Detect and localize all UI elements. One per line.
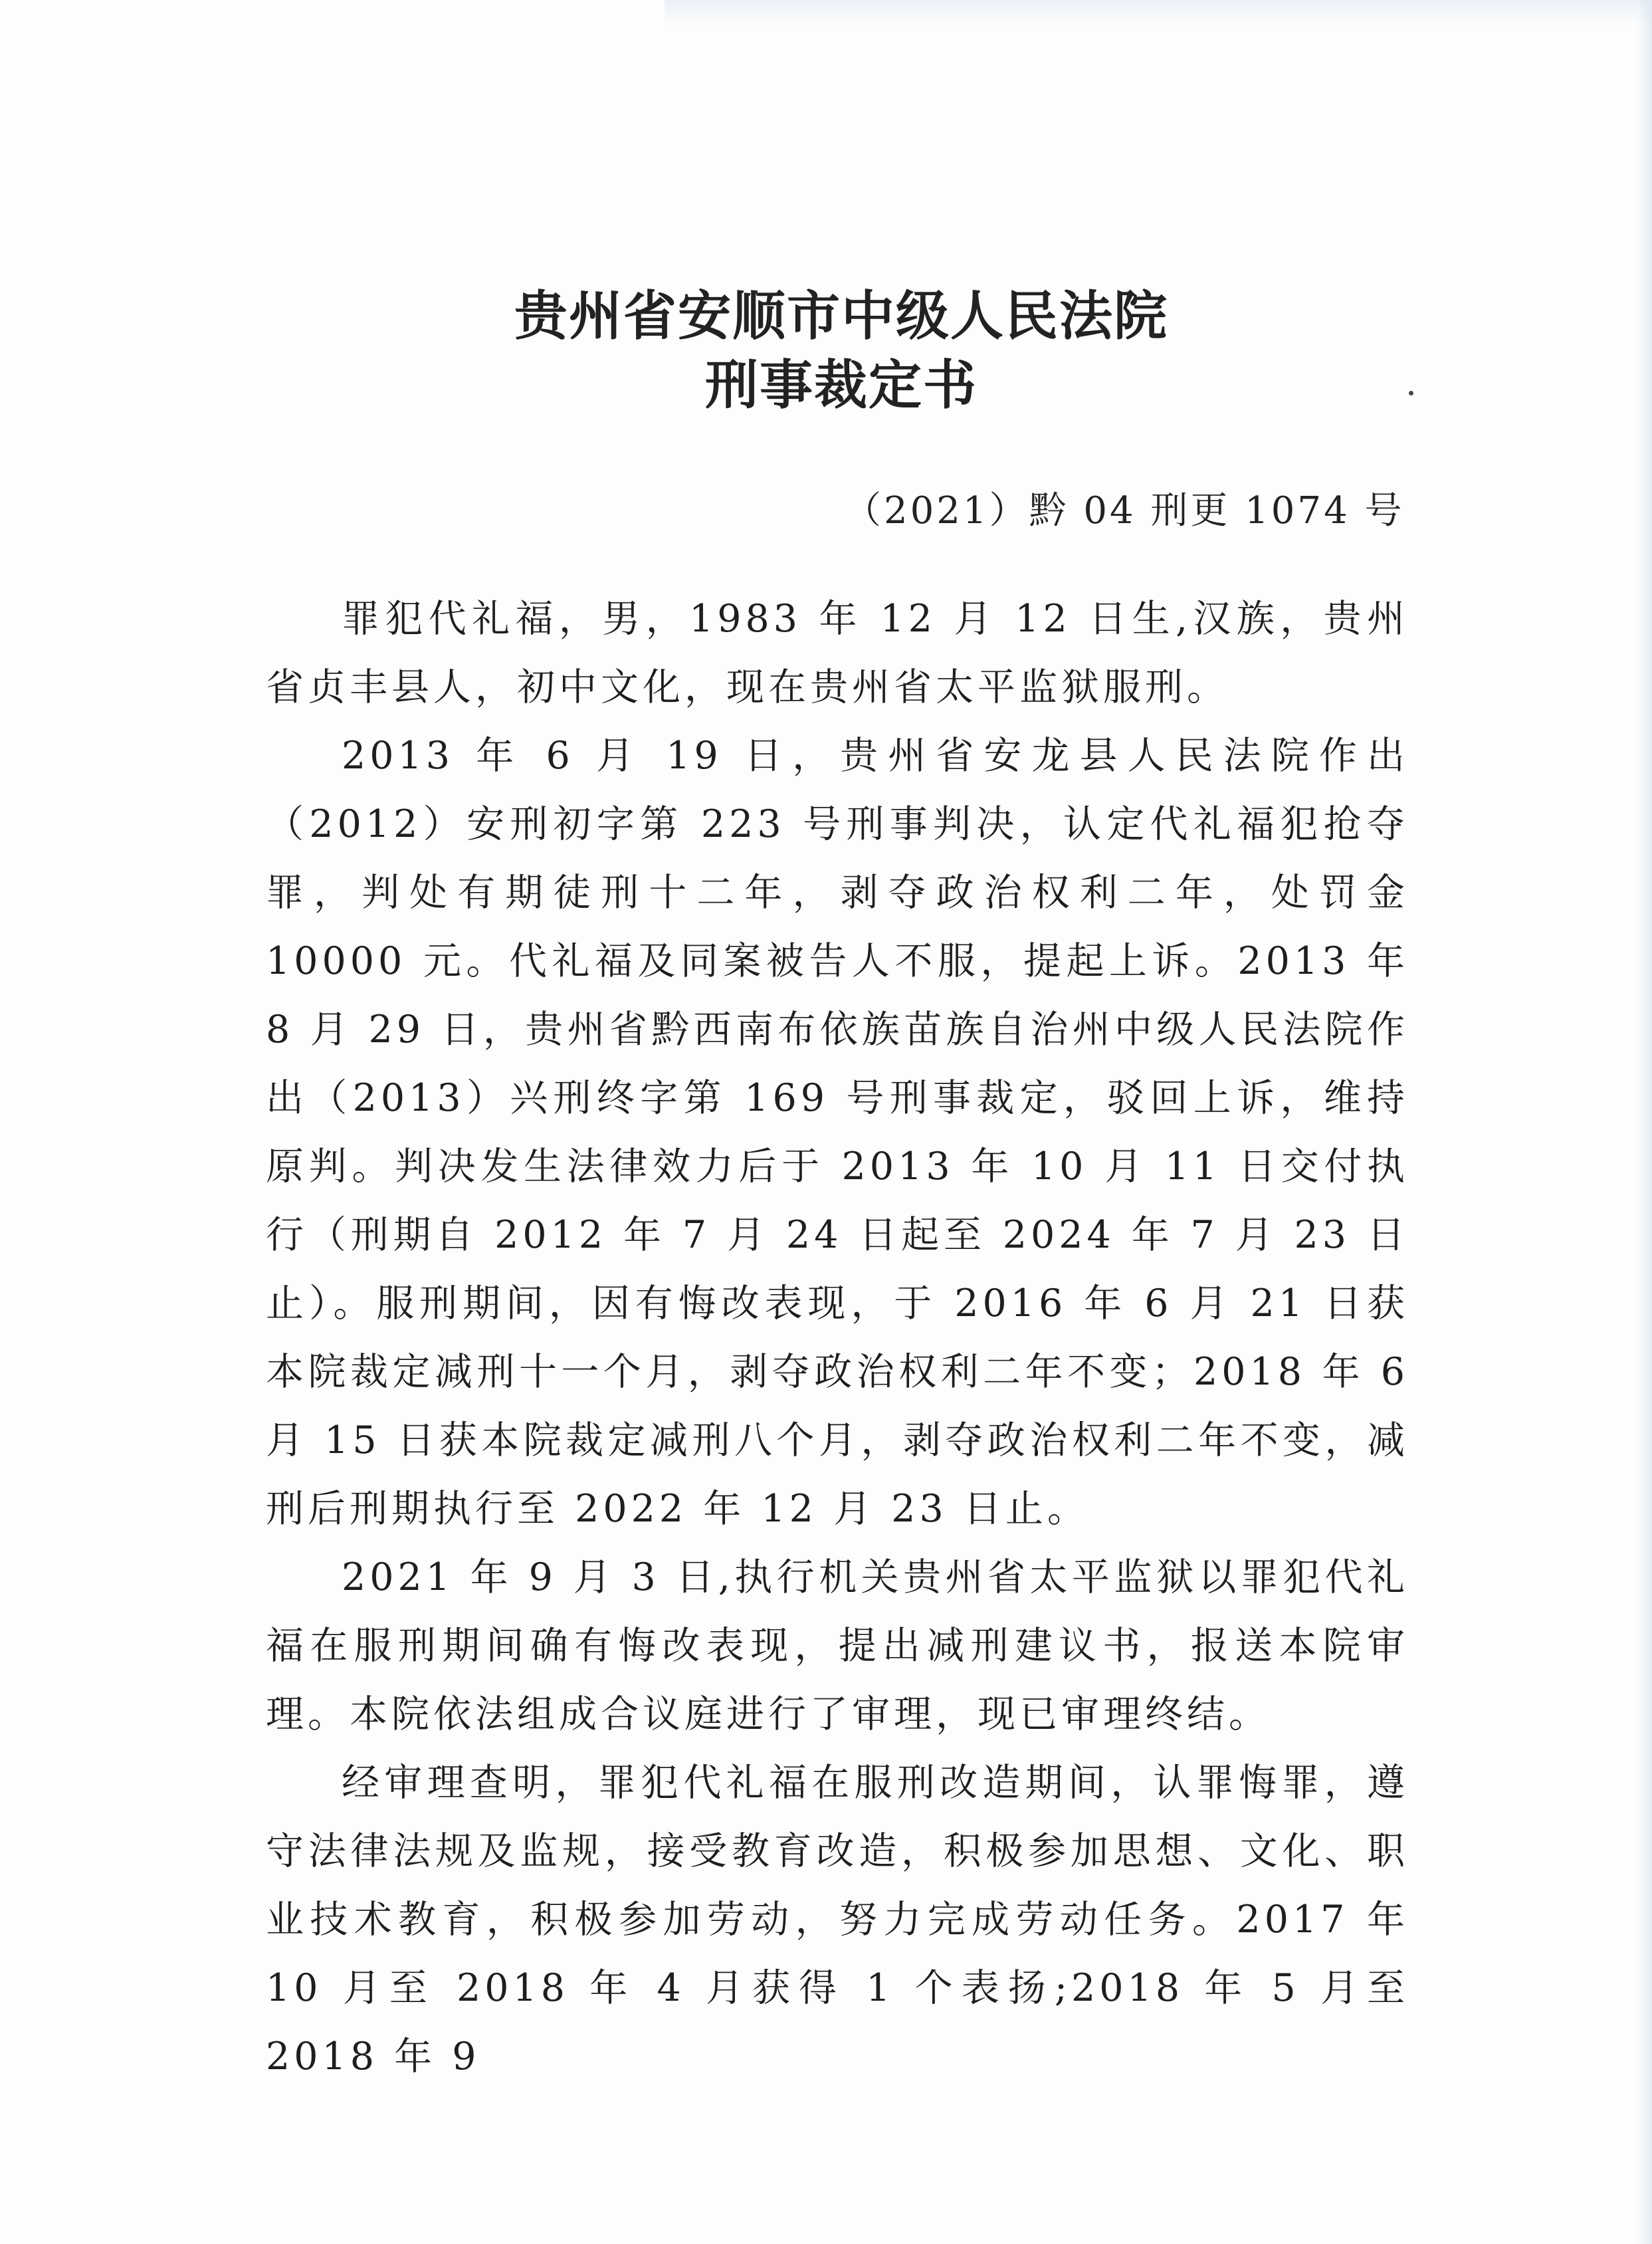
- paragraph-case-history: 2013 年 6 月 19 日，贵州省安龙县人民法院作出（2012）安刑初字第 223 号刑事判决，认定代礼福犯抢夺罪，判处有期徒刑十二年，剥夺政治权利二年，处罚金 10000 元。代礼福及同案被告人不服，提起上诉。2013 年 8 月 29 日，贵州省黔西南布依族苗族自治州中级人民法院作出（2013）兴刑终字第 169 号刑事裁定，驳回上诉，维持原判。判决发生法律效力后于 2013 年 10 月 11 日交付执行（刑期自 2012 年 7 月 24 日起至 2024 年 7 月 23 日止）。服刑期间，因有悔改表现，于 2016 年 6 月 21 日获本院裁定减刑十一个月，剥夺政治权利二年不变；2018 年 6 月 15 日获本院裁定减刑八个月，剥夺政治权利二年不变，减刑后刑期执行至 2022 年 12 月 23 日止。: [266, 734, 1409, 1531]
- case-number: （2021）黔 04 刑更 1074 号: [844, 489, 1405, 532]
- paragraph-defendant-info: 罪犯代礼福，男，1983 年 12 月 12 日生,汉族，贵州省贞丰县人，初中文化，现在贵州省太平监狱服刑。: [266, 597, 1409, 709]
- scan-edge-top: [665, 0, 1652, 27]
- document-body: [266, 585, 1409, 2091]
- paragraph-findings: 经审理查明，罪犯代礼福在服刑改造期间，认罪悔罪，遵守法律法规及监规，接受教育改造，积极参加思想、文化、职业技术教育，积极参加劳动，努力完成劳动任务。2017 年 10 月至 2018 年 4 月获得 1 个表扬;2018 年 5 月至 2018 年 9: [266, 1761, 1409, 2078]
- document-type: 刑事裁定书: [705, 354, 978, 416]
- court-name: 贵州省安顺市中级人民法院: [514, 285, 1168, 347]
- paragraph-commutation-proposal: 2021 年 9 月 3 日,执行机关贵州省太平监狱以罪犯代礼福在服刑期间确有悔改表现，提出减刑建议书，报送本院审理。本院依法组成合议庭进行了审理，现已审理终结。: [266, 1555, 1409, 1736]
